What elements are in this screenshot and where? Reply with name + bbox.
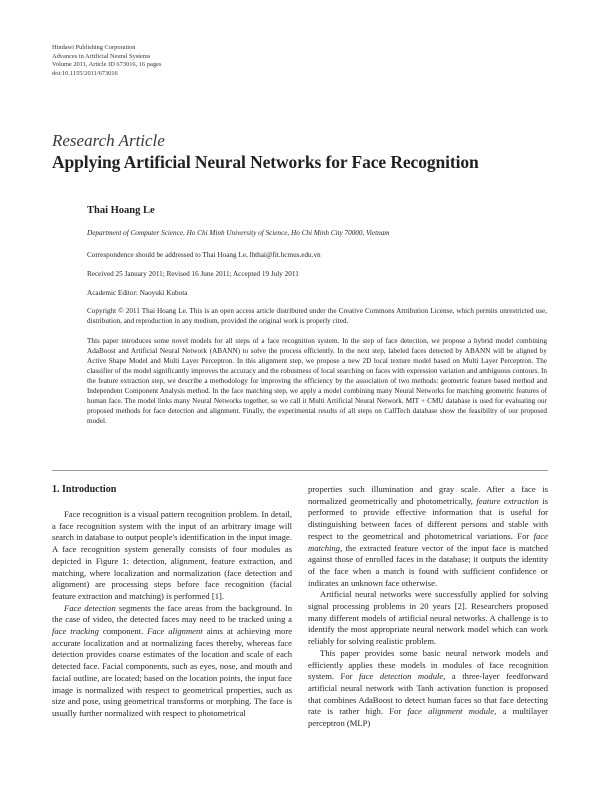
right-column xyxy=(308,484,548,730)
author-name: Thai Hoang Le xyxy=(87,205,155,216)
intro-paragraph-2: Face detection segments the face areas from the background. In the case of video, the detected faces may need to be tracked using a face tracking component. Face alignment aims at achieving more accurate localization and at normalizing faces thereby, whereas face detection provides coarse estimates of the location and scale of each detected face. Facial components, such as eyes, nose, and mouth and facial outline, are located; based on the location points, the input face image is normalized with respect to geometrical properties, such as size and pose, using geometrical transforms or morphing. The face is usually further normalized with respect to photometrical xyxy=(52,602,293,718)
correspondence: Correspondence should be addressed to Thai Hoang Le, lhthai@fit.hcmus.edu.vn xyxy=(87,251,321,259)
intro-paragraph-5: This paper provides some basic neural network models and efficiently applies these models in modules of face recognition system. For face detection module, a three-layer feedforward artificial neural network with Tanh activation function is proposed that combines AdaBoost to detect human faces so that face detecting rate is rather high. For face alignment module, a multilayer perceptron (MLP) xyxy=(308,647,549,729)
intro-paragraph-3: properties such illumination and gray scale. After a face is normalized geometrically and photometrically, feature extraction is performed to provide effective information that is useful for distinguishing between faces of different persons and stable with respect to the geometrical and photometrical variations. For face matching, the extracted feature vector of the input face is matched against those of enrolled faces in the database; it outputs the identity of the face when a match is found with sufficient confidence or indicates an unknown face otherwise. xyxy=(308,484,549,588)
paper-title: Applying Artificial Neural Networks for Face Recognition xyxy=(52,152,479,172)
term-face-tracking: face tracking xyxy=(52,626,99,637)
section-divider xyxy=(52,470,548,471)
intro-paragraph-1: Face recognition is a visual pattern recognition problem. In detail, a face recognition system with the input of an arbitrary image will search in database to output people's identification in the input image. A face recognition system generally consists of four modules as depicted in Figure 1: detection, alignment, feature extraction, and matching, where localization and normalization (face detection and alignment) are processing steps before face recognition (facial feature extraction and matching) is performed [1]. xyxy=(52,509,292,601)
term-face-alignment: Face alignment xyxy=(147,626,203,637)
volume-line: Volume 2011, Article ID 673016, 16 pages xyxy=(52,61,162,69)
term-face-alignment-module: face alignment module xyxy=(407,706,495,717)
affiliation: Department of Computer Science, Ho Chi Minh University of Science, Ho Chi Minh City 70000, Vietnam xyxy=(87,229,390,237)
section-heading: 1. Introduction xyxy=(52,484,117,495)
journal-header xyxy=(52,44,161,78)
intro-paragraph-4: Artificial neural networks were successfully applied for solving signal processing problems in 20 years [2]. Researchers proposed many different models of artificial neural networks. A challenge is to identify the most appropriate neural network model which can work reliably for solving realistic problem. xyxy=(308,589,548,647)
article-type: Research Article xyxy=(52,131,165,150)
publisher-line: Hindawi Publishing Corporation xyxy=(52,44,136,51)
doi-line: doi:10.1155/2011/673016 xyxy=(52,69,118,77)
term-face-detection-module: face detection module xyxy=(359,671,444,682)
academic-editor: Academic Editor: Naoyuki Kubota xyxy=(87,289,188,297)
copyright-notice: Copyright © 2011 Thai Hoang Le. This is an open access article distributed under the Creative Commons Attribution License, which permits unrestricted use, distribution, and reproduction in any medium, provided the original work is properly cited. xyxy=(87,307,547,325)
term-face-matching: face matching xyxy=(308,530,548,553)
abstract: This paper introduces some novel models for all steps of a face recognition system. In the step of face detection, we propose a hybrid model combining AdaBoost and Artificial Neural Network (ABANN) to solve the process efficiently. In the next step, labeled faces detected by ABANN will be aligned by Active Shape Model and Multi Layer Perceptron. In this alignment step, we propose a new 2D local texture model based on Multi Layer Perceptron. The classifier of the model significantly improves the accuracy and the robustness of local searching on faces with expression variation and ambiguous contours. In the feature extraction step, we describe a methodology for improving the efficiency by the association of two methods: geometric feature based method and Independent Component Analysis method. In the face matching step, we apply a model combining many Neural Networks for matching geometric features of human face. The model links many Neural Networks together, so we call it Multi Artificial Neural Network. MIT + CMU database is used for evaluating our proposed methods for face detection and alignment. Finally, the experimental results of all steps on CallTech database show the feasibility of our proposed model. xyxy=(87,337,547,425)
journal-line: Advances in Artificial Neural Systems xyxy=(52,52,151,60)
left-column xyxy=(52,484,292,720)
term-feature-extraction: feature extraction xyxy=(476,495,539,506)
term-face-detection: Face detection xyxy=(64,602,116,613)
received-dates: Received 25 January 2011; Revised 16 June 2011; Accepted 19 July 2011 xyxy=(87,270,299,278)
